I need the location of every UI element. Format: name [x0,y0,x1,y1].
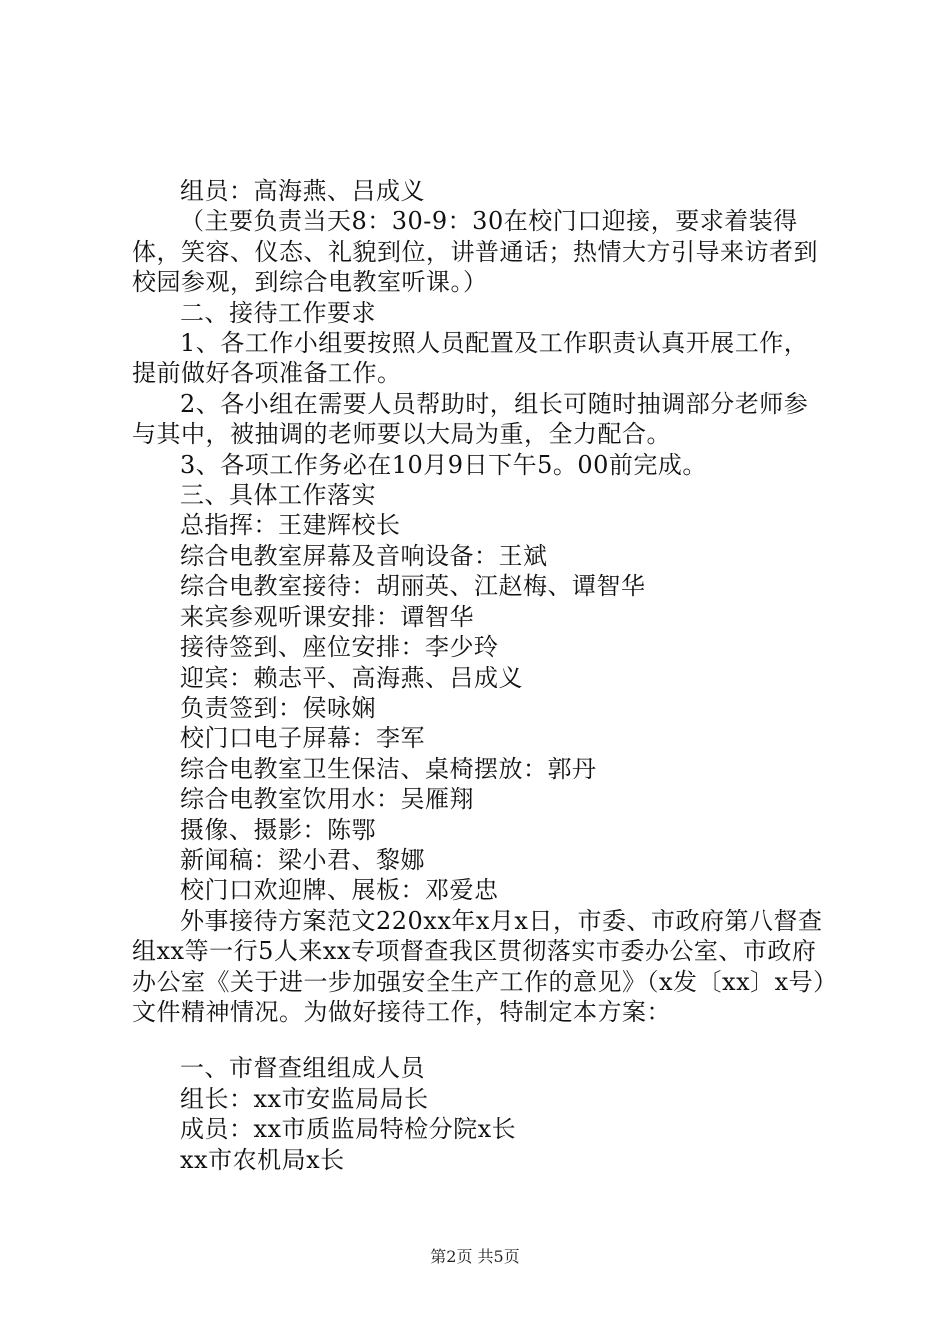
assignment-line: 总指挥：王建辉校长 [180,511,401,540]
assignment-line: 负责签到：侯咏娴 [180,693,376,722]
assignment-line: 综合电教室饮用水：吴雁翔 [180,785,474,814]
document-body [132,176,832,1175]
member-line: xx市农机局x长 [180,1145,345,1174]
assignment-line: 接待签到、座位安排：李少玲 [180,633,499,662]
paragraph-team-members: 组员：高海燕、吕成义 [180,177,425,205]
section-heading-implementation: 三、具体工作落实 [180,481,376,510]
section-heading-requirements: 二、接待工作要求 [180,298,376,327]
assignment-line: 摄像、摄影：陈鄂 [180,815,376,844]
assignment-line: 新闻稿：梁小君、黎娜 [180,845,425,874]
paragraph-requirement-2: 2、各小组在需要人员帮助时，组长可随时抽调部分老师参与其中，被抽调的老师要以大局为重，全力配合。 [132,389,809,449]
assignment-line: 迎宾：赖志平、高海燕、吕成义 [180,663,523,692]
paragraph-reception-plan-intro: 外事接待方案范文220xx年x月x日，市委、市政府第八督查组xx等一行5人来xx专项督查我区贯彻落实市委办公室、市政府办公室《关于进一步加强安全生产工作的意见》（x发〔xx〕x号）文件精神情况。为做好接待工作，特制定本方案： [132,906,826,1026]
assignment-line: 校门口电子屏幕：李军 [180,724,425,753]
member-line: 成员：xx市质监局特检分院x长 [180,1115,517,1144]
assignment-line: 综合电教室卫生保洁、桌椅摆放：郭丹 [180,754,597,783]
page-footer: 第2页 共5页 [430,1247,520,1266]
member-line: 组长：xx市安监局局长 [180,1084,429,1113]
assignment-line: 来宾参观听课安排：谭智华 [180,602,474,631]
assignment-line: 综合电教室屏幕及音响设备：王斌 [180,541,548,570]
paragraph-spacer [132,1027,832,1053]
paragraph-greeting-duty: （主要负责当天8：30-9：30在校门口迎接，要求着装得体，笑容、仪态、礼貌到位，讲普通话；热情大方引导来访者到校园参观，到综合电教室听课。） [132,207,818,297]
assignment-line: 校门口欢迎牌、展板：邓爱忠 [180,876,499,905]
paragraph-requirement-3: 3、各项工作务必在10月9日下午5。00前完成。 [180,450,707,479]
paragraph-requirement-1: 1、各工作小组要按照人员配置及工作职责认真开展工作，提前做好各项准备工作。 [132,329,809,388]
assignment-line: 综合电教室接待：胡丽英、江赵梅、谭智华 [180,572,646,601]
section-heading-inspection-team: 一、市督查组组成人员 [180,1054,425,1083]
